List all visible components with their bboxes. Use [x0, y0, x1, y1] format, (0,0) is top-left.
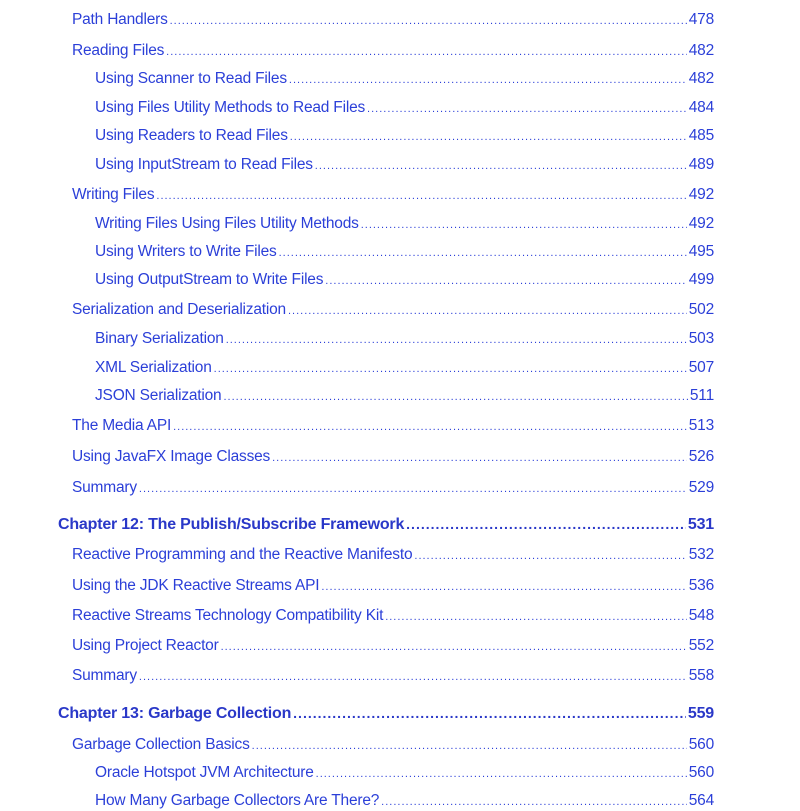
toc-dot-leader — [226, 331, 687, 349]
toc-dot-leader — [139, 480, 687, 498]
toc-page-number: 502 — [688, 301, 714, 318]
toc-page-number: 485 — [688, 127, 714, 144]
toc-entry-title: Reactive Programming and the Reactive Manifesto — [72, 546, 413, 563]
toc-entry-title: The Media API — [72, 417, 172, 434]
toc-entry[interactable] — [72, 42, 714, 61]
toc-entry-title: JSON Serialization — [95, 387, 222, 404]
toc-entry-title: Path Handlers — [72, 11, 168, 28]
toc-dot-leader — [289, 71, 687, 89]
toc-entry-title: Using Scanner to Read Files — [95, 70, 287, 87]
toc-entry-title: How Many Garbage Collectors Are There? — [95, 792, 380, 809]
toc-entry-title: Writing Files Using Files Utility Methods — [95, 215, 359, 232]
toc-page-number: 495 — [688, 243, 714, 260]
toc-dot-leader — [279, 244, 687, 262]
toc-dot-leader — [414, 547, 686, 565]
toc-dot-leader — [214, 360, 687, 378]
toc-page-number: 482 — [688, 70, 714, 87]
toc-entry[interactable] — [95, 127, 714, 146]
toc-dot-leader — [325, 272, 686, 290]
toc-entry-title: Reading Files — [72, 42, 165, 59]
toc-entry-title: Chapter 12: The Publish/Subscribe Framework — [58, 516, 405, 533]
toc-entry-title: Garbage Collection Basics — [72, 736, 250, 753]
toc-entry[interactable] — [72, 186, 714, 205]
toc-dot-leader — [316, 765, 687, 783]
toc-dot-leader — [406, 515, 686, 533]
toc-dot-leader — [367, 100, 687, 118]
toc-page-number: 511 — [689, 387, 714, 404]
toc-dot-leader — [156, 187, 686, 205]
toc-page-number: 560 — [688, 764, 714, 781]
toc-entry-title: XML Serialization — [95, 359, 212, 376]
toc-entry-title: Writing Files — [72, 186, 155, 203]
toc-entry[interactable] — [72, 11, 714, 30]
toc-entry[interactable] — [95, 156, 714, 175]
toc-dot-leader — [385, 608, 687, 626]
toc-entry[interactable] — [95, 387, 714, 406]
toc-entry-title: Summary — [72, 667, 137, 684]
toc-entry-title: Reactive Streams Technology Compatibility Kit — [72, 607, 384, 624]
toc-page-number: 558 — [688, 667, 714, 684]
toc-dot-leader — [272, 449, 687, 467]
toc-dot-leader — [290, 128, 687, 146]
toc-dot-leader — [221, 638, 687, 656]
toc-entry[interactable] — [72, 736, 714, 755]
toc-page-number: 484 — [688, 99, 714, 116]
toc-dot-leader — [166, 43, 687, 61]
toc-page-number: 536 — [688, 577, 714, 594]
toc-dot-leader — [315, 157, 687, 175]
toc-dot-leader — [139, 668, 687, 686]
toc-page-number: 564 — [688, 792, 714, 809]
toc-entry[interactable] — [95, 792, 714, 811]
toc-entry-title: Using Readers to Read Files — [95, 127, 288, 144]
toc-entry-title: Using Writers to Write Files — [95, 243, 277, 260]
toc-entry[interactable] — [72, 577, 714, 596]
toc-page-number: 559 — [687, 705, 714, 722]
toc-entry-title: Using JavaFX Image Classes — [72, 448, 271, 465]
toc-dot-leader — [170, 12, 687, 30]
toc-page-number: 503 — [688, 330, 714, 347]
toc-entry[interactable] — [72, 417, 714, 436]
toc-page-number: 492 — [688, 215, 714, 232]
toc-entry[interactable] — [95, 764, 714, 783]
toc-entry[interactable] — [95, 99, 714, 118]
toc-dot-leader — [321, 578, 686, 596]
toc-page-number: 482 — [688, 42, 714, 59]
toc-page-number: 529 — [688, 479, 714, 496]
toc-dot-leader — [361, 216, 687, 234]
toc-dot-leader — [223, 388, 687, 406]
toc-entry[interactable] — [72, 607, 714, 626]
toc-dot-leader — [173, 418, 687, 436]
toc-page-number: 513 — [688, 417, 714, 434]
toc-entry[interactable] — [72, 301, 714, 320]
toc-page-number: 560 — [688, 736, 714, 753]
toc-page-number: 531 — [687, 516, 714, 533]
toc-page-number: 507 — [688, 359, 714, 376]
toc-entry-title: Binary Serialization — [95, 330, 224, 347]
toc-dot-leader — [252, 737, 687, 755]
toc-entry-title: Using Project Reactor — [72, 637, 219, 654]
toc-page-number: 478 — [688, 11, 714, 28]
toc-chapter-entry[interactable] — [58, 515, 714, 534]
toc-page-number: 526 — [688, 448, 714, 465]
toc-page-number: 532 — [688, 546, 714, 563]
toc-entry[interactable] — [72, 667, 714, 686]
toc-page-number: 552 — [688, 637, 714, 654]
toc-dot-leader — [288, 302, 687, 320]
toc-entry[interactable] — [72, 479, 714, 498]
toc-page-number: 548 — [688, 607, 714, 624]
toc-page-number: 499 — [688, 271, 714, 288]
toc-entry-title: Serialization and Deserialization — [72, 301, 286, 318]
toc-entry[interactable] — [72, 448, 714, 467]
toc-page-number: 492 — [688, 186, 714, 203]
toc-entry-title: Using InputStream to Read Files — [95, 156, 313, 173]
toc-entry-title: Oracle Hotspot JVM Architecture — [95, 764, 314, 781]
toc-entry-title: Summary — [72, 479, 137, 496]
toc-entry[interactable] — [95, 271, 714, 290]
toc-entry-title: Using OutputStream to Write Files — [95, 271, 324, 288]
toc-dot-leader — [381, 793, 687, 811]
toc-entry[interactable] — [95, 215, 714, 234]
toc-entry-title: Chapter 13: Garbage Collection — [58, 705, 292, 722]
toc-entry-title: Using the JDK Reactive Streams API — [72, 577, 320, 594]
toc-entry[interactable] — [95, 330, 714, 349]
toc-entry[interactable] — [95, 70, 714, 89]
toc-entry[interactable] — [72, 546, 714, 565]
toc-entry-title: Using Files Utility Methods to Read Files — [95, 99, 366, 116]
toc-dot-leader — [293, 704, 686, 722]
toc-chapter-entry[interactable] — [58, 704, 714, 723]
toc-entry[interactable] — [95, 243, 714, 262]
toc-entry[interactable] — [72, 637, 714, 656]
toc-page-number: 489 — [688, 156, 714, 173]
toc-entry[interactable] — [95, 359, 714, 378]
